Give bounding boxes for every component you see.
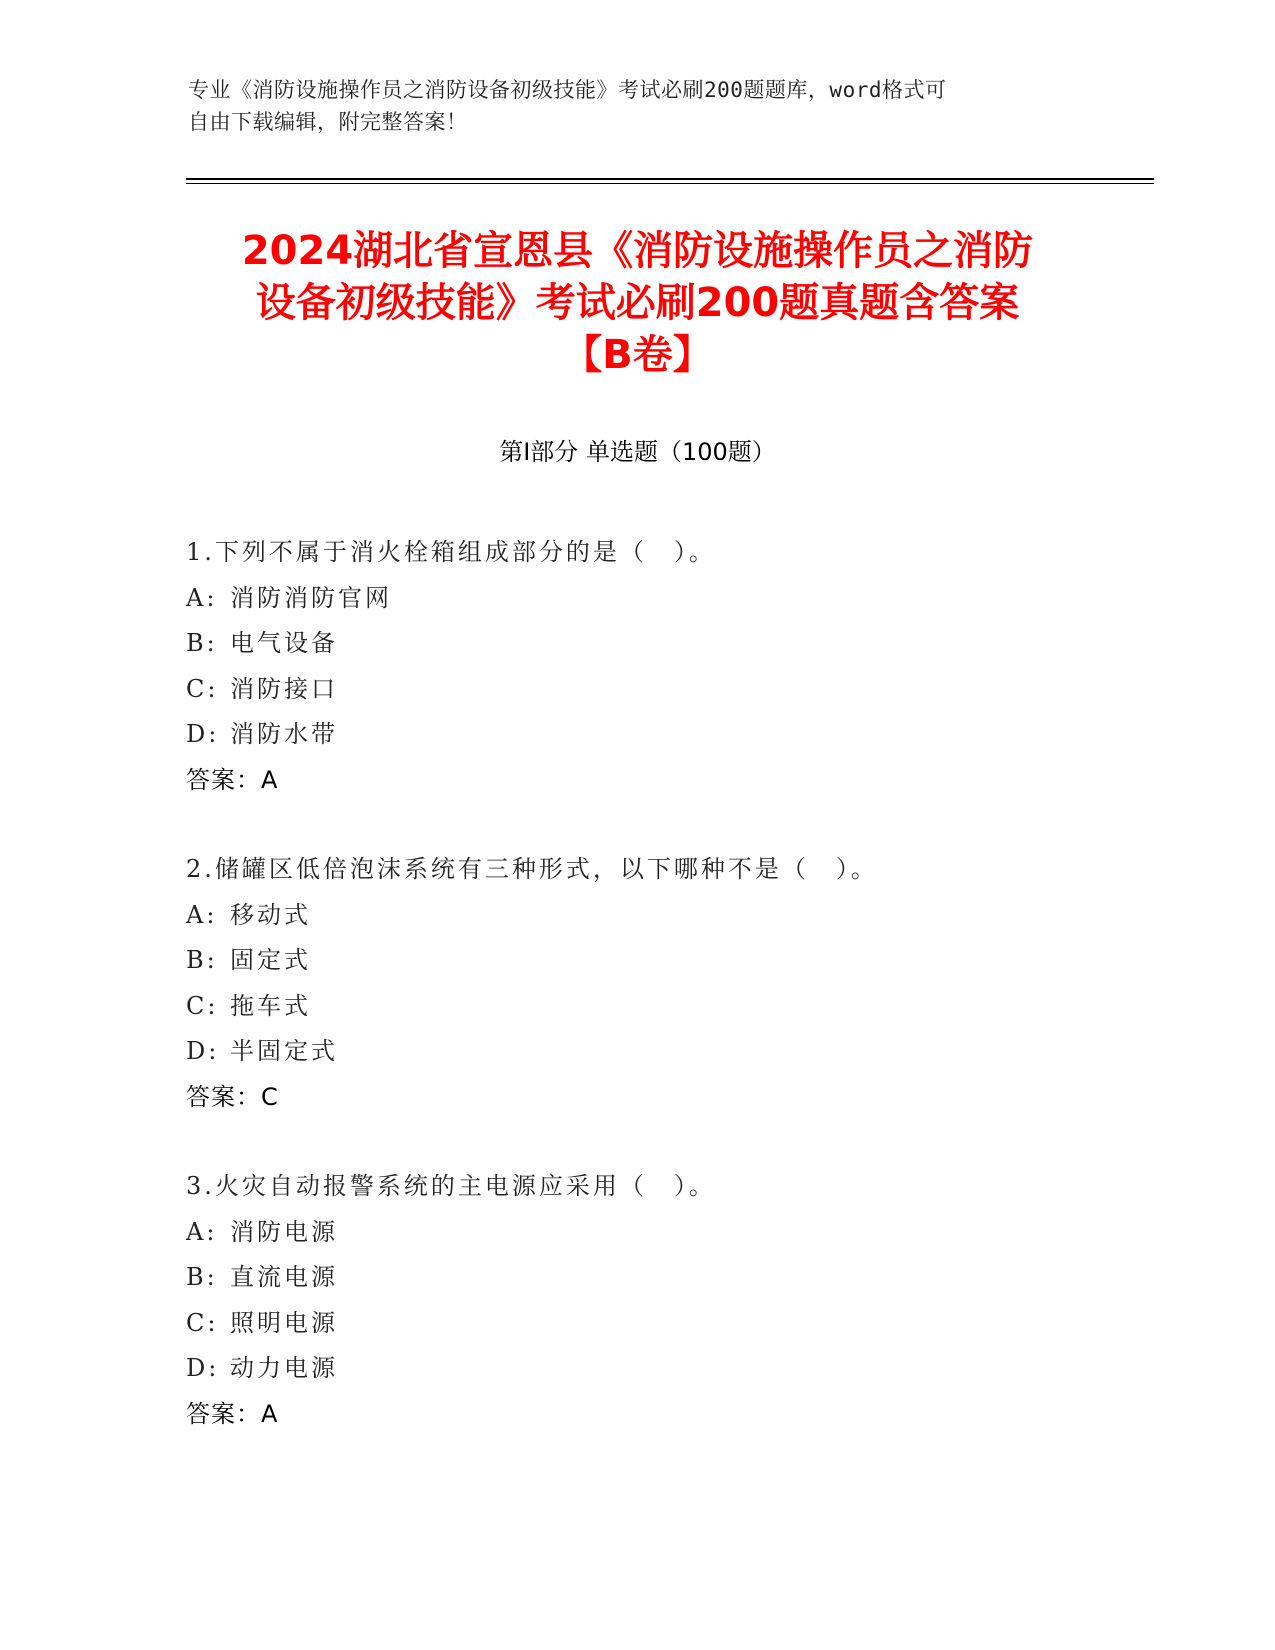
option-text: 照明电源 (230, 1308, 338, 1337)
title-line-2: 设备初级技能》考试必刷200题真题含答案 (255, 280, 1020, 326)
option-b (186, 938, 1146, 984)
option-letter: C: (186, 1308, 219, 1337)
title-line-1: 2024湖北省宣恩县《消防设施操作员之消防 (241, 228, 1034, 274)
option-text: 消防电源 (230, 1217, 338, 1246)
option-a (186, 1210, 1146, 1256)
option-a (186, 576, 1146, 622)
option-d (186, 1029, 1146, 1075)
question-1 (186, 530, 1146, 803)
document-title (150, 225, 1125, 381)
answer-line: 答案：C (186, 1082, 279, 1111)
option-b (186, 1255, 1146, 1301)
header-note-line-2: 自由下载编辑，附完整答案！ (188, 110, 468, 134)
option-text: 移动式 (230, 900, 311, 929)
option-b (186, 621, 1146, 667)
answer-line: 答案：A (186, 1399, 279, 1428)
header-rule-thick (186, 178, 1154, 180)
option-c (186, 984, 1146, 1030)
header-rule-thin (186, 183, 1154, 184)
option-text: 固定式 (230, 946, 311, 974)
option-letter: B: (186, 946, 218, 974)
option-letter: B: (186, 1263, 218, 1291)
option-text: 消防消防官网 (230, 583, 392, 612)
option-letter: A: (186, 583, 218, 612)
option-c (186, 1301, 1146, 1347)
question-3 (186, 1164, 1146, 1437)
option-text: 消防水带 (230, 720, 338, 748)
title-line-3: 【B卷】 (562, 332, 713, 378)
option-letter: B: (186, 629, 218, 657)
option-text: 动力电源 (230, 1354, 338, 1382)
question-stem: 1.下列不属于消火栓箱组成部分的是（ ）。 (186, 538, 716, 566)
option-letter: C: (186, 991, 219, 1020)
question-stem: 2.储罐区低倍泡沫系统有三种形式，以下哪种不是（ ）。 (186, 855, 878, 883)
header-note (188, 74, 1088, 138)
option-text: 拖车式 (230, 991, 311, 1020)
option-text: 半固定式 (230, 1037, 338, 1065)
question-2 (186, 847, 1146, 1120)
option-text: 电气设备 (230, 629, 338, 657)
section-heading: 第Ⅰ部分 单选题（100题） (499, 438, 776, 466)
option-d (186, 1346, 1146, 1392)
question-list (186, 530, 1146, 1481)
option-text: 消防接口 (230, 674, 338, 703)
option-letter: A: (186, 1217, 218, 1246)
option-d (186, 712, 1146, 758)
option-letter: A: (186, 900, 218, 929)
option-a (186, 893, 1146, 939)
option-letter: C: (186, 674, 219, 703)
question-stem: 3.火灾自动报警系统的主电源应采用（ ）。 (186, 1172, 716, 1200)
option-letter: D: (186, 720, 220, 748)
option-text: 直流电源 (230, 1263, 338, 1291)
header-note-line-1: 专业《消防设施操作员之消防设备初级技能》考试必刷200题题库，word格式可 (188, 78, 947, 102)
option-letter: D: (186, 1037, 220, 1065)
option-letter: D: (186, 1354, 220, 1382)
option-c (186, 667, 1146, 713)
answer-line: 答案：A (186, 765, 279, 794)
